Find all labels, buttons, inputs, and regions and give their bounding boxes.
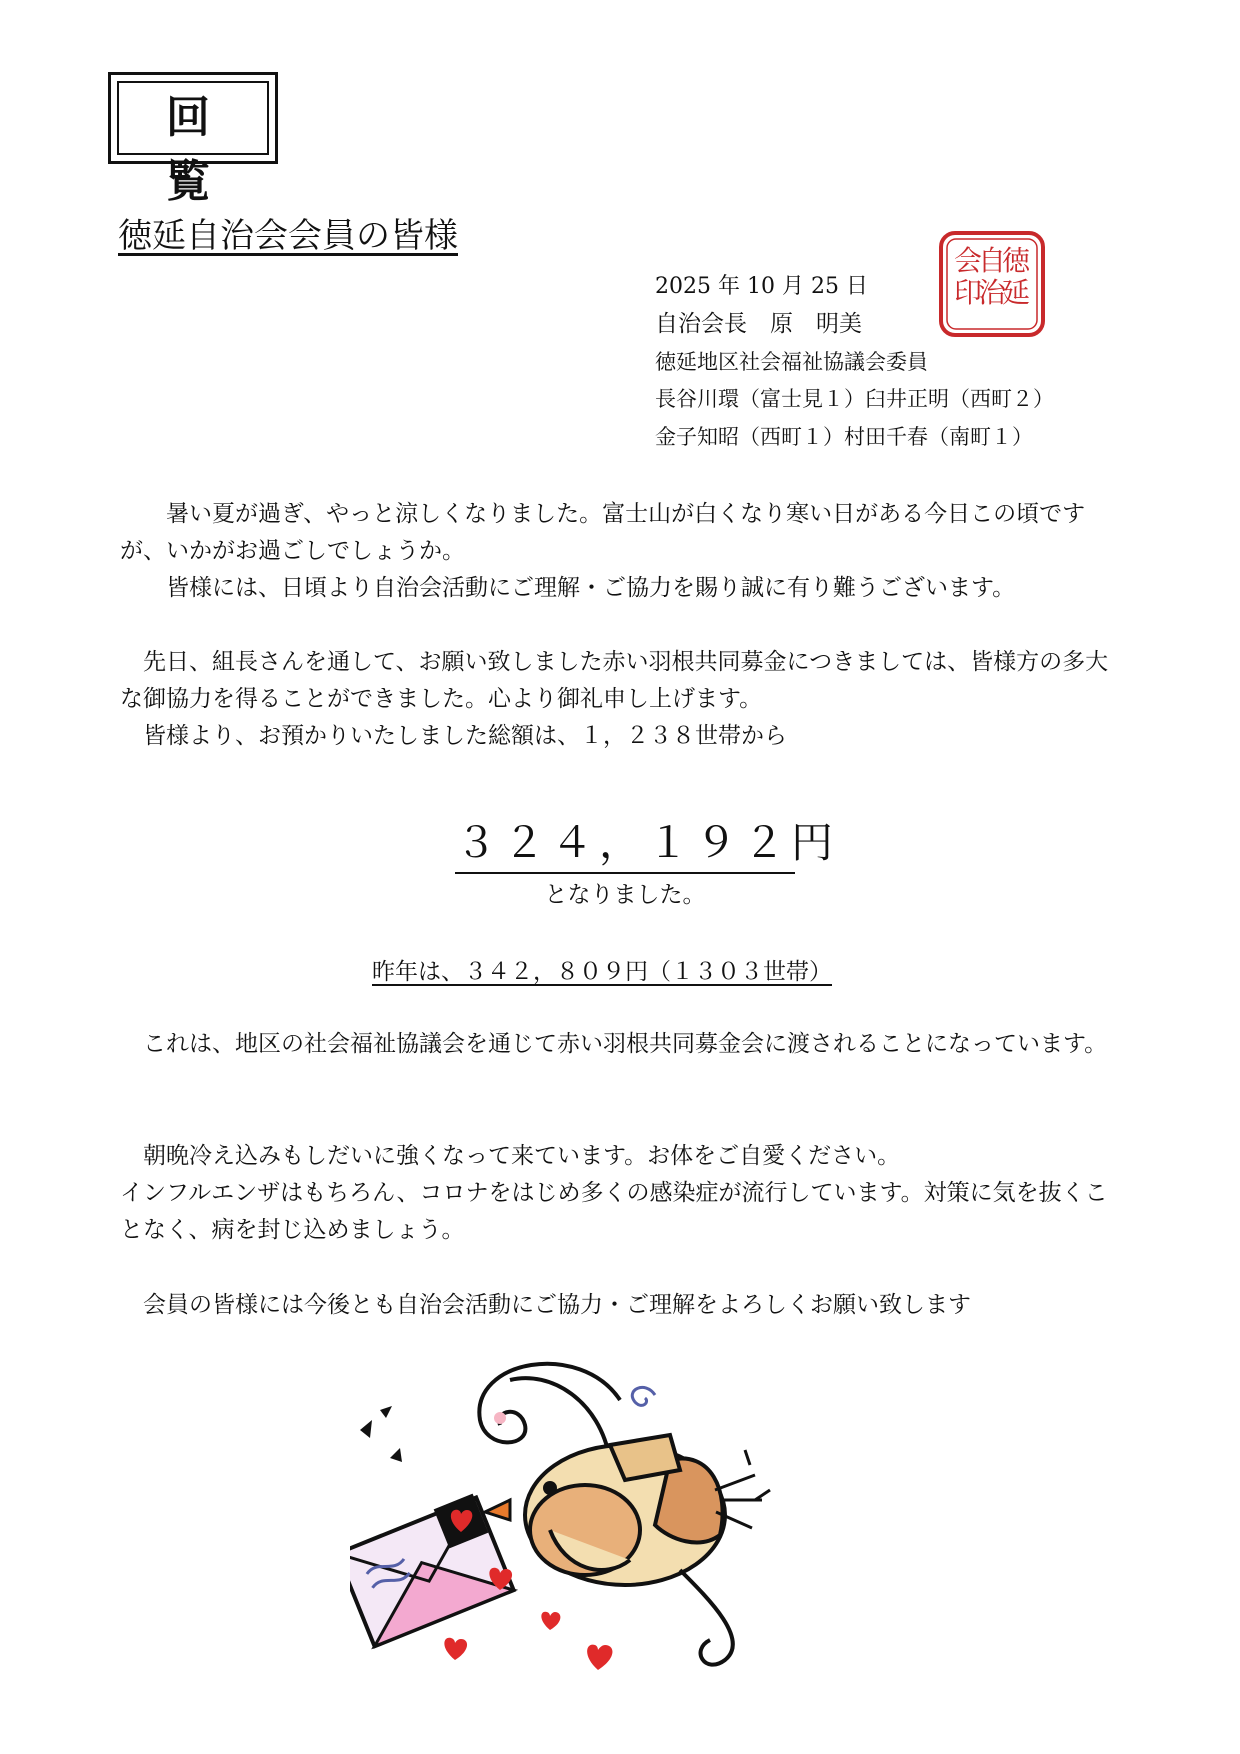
- envelope-icon: [350, 1497, 514, 1646]
- pink-dot: [494, 1412, 506, 1424]
- seal-char: 徳: [1001, 244, 1031, 277]
- total-amount: ３２４，１９２円: [455, 810, 795, 874]
- bird-carrying-letter-icon: [350, 1340, 830, 1700]
- circulation-title-box: [108, 72, 334, 207]
- council-members-line-2: 金子知昭（西町１）村田千春（南町１）: [655, 425, 1033, 449]
- salutation: 徳延自治会会員の皆様: [118, 216, 458, 256]
- last-year-total: 昨年は、３４２，８０９円（１３０３世帯）: [372, 959, 832, 985]
- council-members-line-1: 長谷川環（富士見１）臼井正明（西町２）: [655, 387, 1054, 411]
- seal-char: 印: [953, 276, 983, 309]
- chairperson: 自治会長 原 明美: [655, 311, 862, 337]
- seal-char: 延: [1001, 276, 1031, 309]
- health-line-1: 朝晩冷え込みもしだいに強くなって来ています。お体をご自愛ください。: [143, 1143, 901, 1169]
- distribution-paragraph: これは、地区の社会福祉協議会を通じて赤い羽根共同募金会に渡されることになっています。: [143, 1031, 1108, 1057]
- donation-paragraph: 先日、組長さんを通して、お願い致しました赤い羽根共同募金につきましては、皆様方の多大な御協力を得ることができました。心より御礼申し上げます。: [120, 649, 1109, 712]
- seal-char: 会: [953, 244, 983, 277]
- thanks-paragraph: 皆様には、日頃より自治会活動にご理解・ご協力を賜り誠に有り難うございます。: [166, 575, 1016, 601]
- heart-icon: [444, 1638, 467, 1660]
- heart-icon: [541, 1612, 560, 1630]
- circulation-title: 回 覧: [166, 92, 334, 207]
- bird-beak: [485, 1500, 510, 1520]
- health-paragraph: [120, 1138, 1130, 1249]
- council-title: 徳延地区社会福祉協議会委員: [655, 350, 928, 374]
- greeting-paragraph: 暑い夏が過ぎ、やっと涼しくなりました。富士山が白くなり寒い日がある今日この頃ですが、いかがお過ごしでしょうか。: [120, 501, 1086, 564]
- seal-char: 自: [977, 244, 1007, 277]
- official-seal-icon: [938, 230, 1046, 338]
- health-line-2: インフルエンザはもちろん、コロナをはじめ多くの感染症が流行しています。対策に気を抜くことなく、病を封じ込めましょう。: [120, 1180, 1108, 1243]
- heart-icon: [587, 1645, 612, 1670]
- total-intro-line: 皆様より、お預かりいたしました総額は、１，２３８世帯から: [143, 723, 787, 749]
- seal-char: 治: [977, 276, 1007, 309]
- issue-date: 2025 年 10 月 25 日: [655, 274, 868, 299]
- swirl-line: [479, 1364, 620, 1443]
- bird-eye: [543, 1481, 557, 1495]
- total-suffix: となりました。: [544, 882, 706, 908]
- closing-paragraph: 会員の皆様には今後とも自治会活動にご協力・ご理解をよろしくお願い致します: [143, 1292, 971, 1318]
